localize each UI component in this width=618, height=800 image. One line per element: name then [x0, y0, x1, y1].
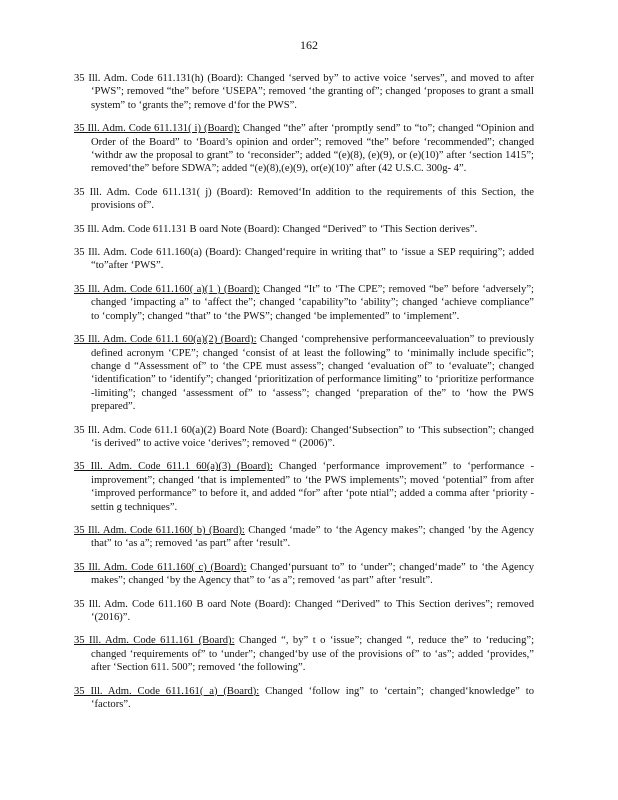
amendment-entry [74, 685, 534, 712]
amendment-entry [74, 634, 534, 674]
entry-text: Changed ‘follow ing” to ‘certain”; changed‘knowledge” to ‘factors”. [91, 685, 534, 711]
entry-text: Changed “Derived” to This Section derives”; removed ‘(2016)”. [91, 598, 534, 623]
amendment-entry [74, 246, 534, 273]
amendment-entry [74, 424, 534, 451]
entry-text: Changed‘require in writing that” to ‘issue a SEP requiring”; added “to”after ‘PWS”. [91, 247, 534, 272]
amendment-list [74, 72, 534, 721]
entry-citation: 35 Ill. Adm. Code 611.1 60(a)(2) Board Note (Board): [74, 424, 308, 436]
entry-citation: 35 Ill. Adm. Code 611.160( c) (Board): [74, 561, 247, 573]
entry-text: Changed ‘served by” to active voice ‘serves”, and moved to after ‘PWS”; removed “the” before ‘USEPA”; removed ‘the granting of”; changed ‘proposes to grant a small system” to ‘grants the”; remove d‘for the PWS”. [91, 73, 534, 111]
entry-citation: 35 Ill. Adm. Code 611.1 60(a)(2) (Board): [74, 334, 257, 346]
entry-citation: 35 Ill. Adm. Code 611.131( i) (Board): [74, 123, 240, 135]
amendment-entry [74, 598, 534, 625]
amendment-entry [74, 524, 534, 551]
amendment-entry [74, 186, 534, 213]
amendment-entry [74, 333, 534, 413]
entry-text: Changed ‘comprehensive performanceevaluation” to previously defined acronym ‘CPE”; changed ‘consist of at least the following” to ‘minimally include specific”; change d “Assessment of” to ‘the CPE must assess”; changed ‘evaluation of” to ‘evaluate”; changed ‘identification” to ‘identify”; changed ‘prioritization of performance limiting” to ‘prioritize performance -limiting”; changed ‘assessment of” to ‘assess”; changed ‘preparation of the” to ‘how the PWS prepared”. [91, 334, 535, 413]
amendment-entry [74, 122, 534, 176]
entry-text: Changed‘Subsection” to ‘This subsection”; changed ‘is derived” to active voice ‘derives”; removed “ (2006)”. [91, 424, 534, 449]
amendment-entry [74, 72, 534, 112]
entry-citation: 35 Ill. Adm. Code 611.131( j) (Board): [74, 186, 253, 198]
entry-text: Changed‘pursuant to” to ‘under”; changed‘made” to ‘the Agency makes”; changed ‘by the Agency that” to ‘as a”; removed ‘as part” after ‘result”. [91, 561, 535, 587]
entry-text: Removed‘In addition to the requirements of this Section, the provisions of”. [91, 186, 534, 212]
amendment-entry [74, 460, 534, 514]
entry-citation: 35 Ill. Adm. Code 611.160( a)(1 ) (Board): [74, 283, 260, 295]
amendment-entry [74, 223, 534, 236]
entry-citation: 35 Ill. Adm. Code 611.131 B oard Note (Board): [74, 223, 280, 235]
entry-text: Changed “, by” t o ‘issue”; changed “, reduce the” to ‘reducing”; changed ‘requirements of” to ‘under”; changed‘by use of the provisions of” to ‘as”; added ‘provides,” after ‘Section 611. 500”; removed ‘the following”. [91, 635, 535, 674]
entry-text: Changed “It” to ‘The CPE”; removed “be” before ‘adversely”; changed ‘impacting a” to ‘affect the”; changed ‘capability”to ‘ability”; changed ‘achieve compliance” to ‘comply”; changed “that” to ‘the PWS”; changed ‘be implemented” to ‘implement”. [91, 283, 534, 322]
amendment-entry [74, 561, 534, 588]
entry-text: Changed ‘performance improvement” to ‘performance -improvement”; changed ‘that is implemented” to ‘the PWS implements”; moved ‘potential” from after ‘improved performance” to before it, and added “for” after ‘pote ntial”; added a comma after ‘priority - settin g techniques”. [91, 461, 534, 513]
entry-citation: 35 Ill. Adm. Code 611.131(h) (Board): [74, 73, 244, 84]
entry-citation: 35 Ill. Adm. Code 611.160(a) (Board): [74, 247, 242, 259]
page-number: 162 [300, 38, 318, 52]
entry-text: Changed “Derived” to ‘This Section derives”. [282, 223, 478, 235]
entry-text: Changed “the” after ‘promptly send” to “to”; changed “Opinion and Order of the Board” to ‘Board’s opinion and order”; removed “the” before ‘recommended”; changed ‘withdr aw the proposal to grant” to ‘reconsider”; added “(e)(8), (e)(9), or (e)(10)” after ‘section 1415”; removed‘the” before SDWA”; added “(e)(8),(e)(9), or(e)(10)” after (42 U.S.C. 300g- 4”. [91, 123, 535, 175]
entry-citation: 35 Ill. Adm. Code 611.1 60(a)(3) (Board): [74, 461, 273, 473]
entry-citation: 35 Ill. Adm. Code 611.161 (Board): [74, 635, 235, 647]
entry-text: Changed ‘made” to ‘the Agency makes”; changed ‘by the Agency that” to ‘as a”; removed ‘as part” after ‘result”. [91, 524, 534, 550]
amendment-entry [74, 283, 534, 323]
entry-citation: 35 Ill. Adm. Code 611.160 B oard Note (Board): [74, 598, 291, 610]
entry-citation: 35 Ill. Adm. Code 611.160( b) (Board): [74, 524, 245, 536]
entry-citation: 35 Ill. Adm. Code 611.161( a) (Board): [74, 685, 260, 697]
